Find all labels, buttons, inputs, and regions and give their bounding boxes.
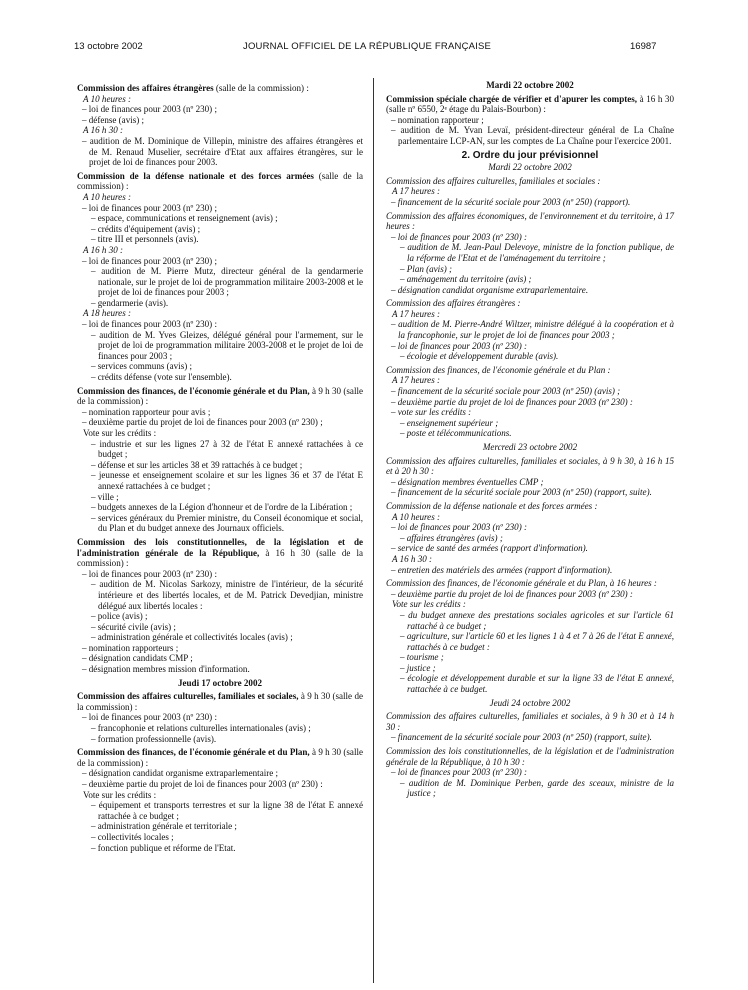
left-paragraph-rest: (salle de la commission) :: [213, 83, 309, 93]
left-paragraph: [77, 407, 363, 418]
right-paragraph: [386, 778, 674, 799]
right-paragraph-text: – audition de M. Dominique Perben, garde des sceaux, ministre de la justice ;: [400, 777, 674, 799]
left-paragraph-text: – formation professionnelle (avis).: [91, 733, 217, 744]
left-paragraph: [77, 768, 363, 779]
left-paragraph-rest: à 9 h 30 (salle de la commission) :: [77, 385, 363, 407]
right-paragraph: [386, 652, 674, 663]
left-paragraph: [77, 502, 363, 513]
right-paragraph-text: Commission des affaires culturelles, familiales et sociales :: [386, 175, 601, 186]
left-paragraph-text: Commission des affaires étrangères: [77, 83, 214, 93]
right-paragraph-text: – loi de finances pour 2003 (nº 230) :: [391, 522, 527, 533]
right-paragraph: [386, 397, 674, 408]
right-paragraph-text: Jeudi 24 octobre 2002: [489, 697, 571, 708]
right-column: [386, 80, 674, 799]
left-paragraph-text: – collectivités locales ;: [91, 831, 174, 842]
right-paragraph-text: – audition de M. Jean-Paul Delevoye, ministre de la fonction publique, de la réforme de l'Etat et de l'aménagement du territoire ;: [400, 242, 674, 263]
left-paragraph-text: – jeunesse et enseignement scolaire et sur les lignes 36 et 37 de l'état E annexé rattachées à ce budget ;: [91, 470, 363, 491]
right-paragraph: [386, 365, 674, 376]
right-paragraph: [386, 610, 674, 631]
left-paragraph: [77, 245, 363, 256]
left-paragraph-text: Jeudi 17 octobre 2002: [177, 677, 262, 688]
left-paragraph: [77, 372, 363, 383]
left-paragraph: [77, 664, 363, 675]
right-paragraph: [386, 442, 674, 453]
right-paragraph: [386, 698, 674, 709]
page-header: [0, 0, 748, 54]
right-paragraph: [386, 599, 674, 610]
right-paragraph-text: – agriculture, sur l'article 60 et les lignes 1 à 4 et 7 à 26 de l'état E annexé, rattachés à ce budget :: [400, 631, 674, 652]
left-paragraph-text: – crédits d'équipement (avis) ;: [91, 223, 201, 234]
left-paragraph-text: – francophonie et relations culturelles internationales (avis) ;: [91, 723, 311, 734]
left-paragraph: [77, 779, 363, 790]
left-paragraph: [77, 386, 363, 407]
left-paragraph: [77, 678, 363, 689]
right-paragraph-text: Mardi 22 octobre 2002: [486, 80, 574, 90]
right-paragraph: [386, 341, 674, 352]
right-paragraph-rest: à 16 h 30 (salle nº 6550, 2ᵉ étage du Palais-Bourbon) :: [386, 93, 674, 115]
right-paragraph-text: – service de santé des armées (rapport d'information).: [391, 543, 588, 554]
left-paragraph-text: – nomination rapporteur pour avis ;: [82, 406, 211, 417]
left-paragraph-text: – administration générale et territoriale ;: [91, 821, 237, 832]
left-paragraph: [77, 460, 363, 471]
left-paragraph: [77, 723, 363, 734]
right-paragraph: [386, 746, 674, 767]
left-paragraph-text: – fonction publique et réforme de l'Etat.: [91, 842, 236, 853]
left-paragraph: [77, 319, 363, 330]
right-paragraph: [386, 125, 674, 146]
left-paragraph: [77, 470, 363, 491]
left-paragraph-text: – loi de finances pour 2003 (nº 230) ;: [82, 255, 217, 266]
right-paragraph: [386, 428, 674, 439]
left-paragraph-text: – audition de M. Nicolas Sarkozy, ministre de l'intérieur, de la sécurité intérieure et des libertés locales, et de M. Patrick Devedjian, ministre délégué aux libertés locales :: [91, 579, 363, 611]
right-paragraph: [386, 673, 674, 694]
left-paragraph-text: – loi de finances pour 2003 (nº 230) :: [82, 712, 217, 723]
right-paragraph: [386, 242, 674, 263]
left-paragraph-text: – défense (avis) ;: [82, 114, 145, 125]
left-paragraph: [77, 213, 363, 224]
left-paragraph-text: – deuxième partie du projet de loi de finances pour 2003 (nº 230) :: [82, 779, 323, 789]
left-paragraph: [77, 691, 363, 712]
left-paragraph-text: – sécurité civile (avis) ;: [91, 621, 176, 632]
left-paragraph-text: – services communs (avis) ;: [91, 361, 192, 372]
right-paragraph: [386, 94, 674, 115]
left-paragraph-text: – loi de finances pour 2003 (nº 230) :: [82, 568, 217, 579]
right-paragraph-text: A 17 heures :: [392, 308, 440, 319]
left-paragraph: [77, 537, 363, 569]
left-paragraph-text: – gendarmerie (avis).: [91, 297, 169, 308]
left-paragraph-text: – loi de finances pour 2003 (nº 230) ;: [82, 202, 217, 213]
right-paragraph: [386, 232, 674, 243]
left-paragraph: [77, 224, 363, 235]
left-paragraph: [77, 115, 363, 126]
left-paragraph-rest: à 9 h 30 (salle de la commission) :: [77, 691, 363, 712]
right-paragraph: [386, 487, 674, 498]
left-paragraph: [77, 266, 363, 298]
right-paragraph: [386, 80, 674, 91]
right-paragraph-text: A 17 heures :: [392, 375, 440, 386]
right-paragraph: [386, 456, 674, 477]
right-paragraph: [386, 522, 674, 533]
left-paragraph: [77, 192, 363, 203]
right-paragraph-text: – enseignement supérieur ;: [400, 417, 499, 428]
left-paragraph: [77, 832, 363, 843]
left-paragraph-text: Commission de la défense nationale et des forces armées: [77, 170, 314, 181]
left-paragraph: [77, 569, 363, 580]
right-paragraph-text: – vote sur les crédits :: [391, 407, 472, 418]
right-paragraph: [386, 162, 674, 173]
left-paragraph-rest: à 9 h 30 (salle de la commission) :: [77, 747, 363, 768]
right-paragraph-text: – deuxième partie du projet de loi de finances pour 2003 (nº 230) :: [391, 396, 633, 407]
left-paragraph: [77, 611, 363, 622]
right-paragraph-text: Commission des affaires économiques, de l'environnement et du territoire, à 17 heures :: [386, 210, 674, 232]
left-paragraph: [77, 632, 363, 643]
left-paragraph: [77, 104, 363, 115]
right-paragraph: [386, 211, 674, 232]
right-paragraph-text: – deuxième partie du projet de loi de finances pour 2003 (nº 230) :: [391, 588, 633, 599]
right-paragraph: [386, 186, 674, 197]
left-paragraph-text: – deuxième partie du projet de loi de finances pour 2003 (nº 230) ;: [82, 417, 323, 428]
left-paragraph: [77, 94, 363, 105]
header-title: JOURNAL OFFICIEL DE LA RÉPUBLIQUE FRANÇAISE: [243, 41, 492, 52]
right-paragraph: [386, 407, 674, 418]
left-paragraph-text: – industrie et sur les lignes 27 à 32 de l'état E annexé rattachées à ce budget ;: [91, 438, 363, 460]
right-paragraph: [386, 298, 674, 309]
right-paragraph-text: – poste et télécommunications.: [400, 428, 512, 439]
right-paragraph-text: – affaires étrangères (avis) ;: [400, 532, 503, 543]
right-paragraph-text: – désignation candidat organisme extraparlementaire.: [391, 284, 589, 295]
right-paragraph: [386, 631, 674, 652]
right-paragraph-text: – écologie et développement durable et sur la ligne 33 de l'état E annexé, rattachée à ce budget.: [400, 673, 674, 695]
left-paragraph-text: A 18 heures :: [83, 308, 131, 319]
left-paragraph: [77, 579, 363, 611]
left-paragraph-text: Commission des finances, de l'économie générale et du Plan,: [77, 385, 310, 396]
left-paragraph-text: – titre III et personnels (avis).: [91, 234, 199, 245]
right-paragraph: [386, 565, 674, 576]
left-paragraph: [77, 83, 363, 94]
right-paragraph: [386, 285, 674, 296]
right-paragraph: [386, 274, 674, 285]
left-paragraph-text: A 10 heures :: [83, 191, 131, 202]
left-paragraph-text: Vote sur les crédits :: [83, 789, 157, 800]
right-paragraph-text: 2. Ordre du jour prévisionnel: [461, 149, 599, 161]
right-paragraph-text: – aménagement du territoire (avis) ;: [400, 274, 532, 285]
right-paragraph: [386, 351, 674, 362]
right-paragraph: [386, 386, 674, 397]
left-paragraph: [77, 298, 363, 309]
left-paragraph: [77, 821, 363, 832]
left-paragraph: [77, 747, 363, 768]
left-paragraph-text: – ville ;: [91, 491, 119, 502]
left-paragraph-text: – loi de finances pour 2003 (nº 230) ;: [82, 104, 217, 115]
right-paragraph: [386, 533, 674, 544]
right-paragraph: [386, 554, 674, 565]
left-paragraph-text: – audition de M. Dominique de Villepin, ministre des affaires étrangères et de M. Renaud Muselier, secrétaire d'Etat aux affaires étrangères, sur le projet de loi de finances pour 2003.: [82, 135, 363, 168]
left-paragraph-text: A 16 h 30 :: [83, 244, 124, 255]
right-paragraph: [386, 115, 674, 126]
left-paragraph: [77, 712, 363, 723]
right-paragraph-text: – justice ;: [400, 662, 436, 673]
left-paragraph: [77, 361, 363, 372]
right-paragraph-text: – entretien des matériels des armées (rapport d'information).: [391, 564, 613, 575]
column-divider: [373, 78, 374, 983]
right-paragraph-text: – désignation membres éventuelles CMP ;: [391, 476, 544, 487]
right-paragraph-text: – financement de la sécurité sociale pour 2003 (nº 250) (avis) ;: [391, 386, 621, 397]
left-paragraph-text: – nomination rapporteurs ;: [82, 642, 179, 653]
right-paragraph-text: – financement de la sécurité sociale pour 2003 (nº 250) (rapport).: [391, 196, 631, 207]
left-paragraph-text: – défense et sur les articles 38 et 39 rattachés à ce budget ;: [91, 459, 303, 470]
right-paragraph: [386, 264, 674, 275]
right-paragraph: [386, 501, 674, 512]
left-paragraph: [77, 492, 363, 503]
right-paragraph-text: – loi de finances pour 2003 (nº 230) :: [391, 340, 527, 351]
left-paragraph-text: – audition de M. Yves Gleizes, délégué général pour l'armement, sur le projet de loi de programmation militaire 2003-2008 et le projet de loi de finances pour 2003 ;: [91, 329, 363, 361]
right-paragraph-text: A 16 h 30 :: [392, 553, 433, 564]
left-paragraph: [77, 125, 363, 136]
left-paragraph-text: – désignation candidat organisme extraparlementaire ;: [82, 768, 279, 779]
left-paragraph-text: – désignation membres mission d'information.: [82, 664, 250, 675]
right-paragraph-text: A 10 heures :: [392, 511, 440, 522]
right-paragraph-text: Commission des affaires étrangères :: [386, 298, 521, 309]
right-paragraph-text: – financement de la sécurité sociale pour 2003 (nº 250) (rapport, suite).: [391, 732, 652, 743]
right-paragraph: [386, 732, 674, 743]
right-paragraph-text: – audition de M. Yvan Levaï, président-directeur général de La Chaîne parlementaire LCP-AN, sur les comptes de La Chaîne pour l'exercice 2001.: [391, 125, 674, 146]
right-paragraph: [386, 578, 674, 589]
right-paragraph-text: – du budget annexe des prestations sociales agricoles et sur l'article 61 rattaché à ce budget ;: [400, 609, 674, 631]
left-paragraph: [77, 734, 363, 745]
right-paragraph-text: Commission des finances, de l'économie générale et du Plan, à 16 heures :: [386, 578, 657, 589]
right-paragraph: [386, 589, 674, 600]
right-paragraph-text: Commission spéciale chargée de vérifier et d'apurer les comptes,: [386, 93, 638, 104]
left-paragraph: [77, 136, 363, 168]
left-paragraph: [77, 439, 363, 460]
right-paragraph: [386, 151, 674, 162]
right-paragraph: [386, 711, 674, 732]
right-paragraph: [386, 375, 674, 386]
left-paragraph-text: Commission des lois constitutionnelles, de la législation et de l'administration générale de la République,: [77, 536, 363, 558]
left-paragraph: [77, 308, 363, 319]
right-paragraph-text: – loi de finances pour 2003 (nº 230) :: [391, 231, 527, 242]
left-paragraph: [77, 800, 363, 821]
right-paragraph-text: Commission des lois constitutionnelles, de la législation et de l'administration générale de la République, à 10 h 30 :: [386, 746, 674, 767]
right-paragraph-text: Commission des finances, de l'économie générale et du Plan :: [386, 364, 611, 375]
right-paragraph-text: Mardi 22 octobre 2002: [488, 162, 572, 173]
left-column: [77, 80, 363, 853]
left-paragraph: [77, 417, 363, 428]
left-paragraph-text: – administration générale et collectivités locales (avis) ;: [91, 632, 293, 643]
right-paragraph-text: – Plan (avis) ;: [400, 263, 453, 274]
left-paragraph-text: – crédits défense (vote sur l'ensemble).: [91, 372, 232, 383]
left-paragraph-text: A 16 h 30 :: [83, 125, 124, 136]
left-paragraph-text: Commission des affaires culturelles, familiales et sociales,: [77, 691, 299, 702]
right-paragraph-text: – loi de finances pour 2003 (nº 230) :: [391, 767, 527, 778]
right-paragraph: [386, 418, 674, 429]
right-paragraph-text: A 17 heures :: [392, 186, 440, 197]
right-paragraph-text: Commission de la défense nationale et des forces armées :: [386, 500, 598, 511]
left-paragraph: [77, 790, 363, 801]
right-paragraph: [386, 197, 674, 208]
left-paragraph-rest: à 16 h 30 (salle de la commission) :: [77, 547, 364, 569]
right-paragraph: [386, 319, 674, 340]
left-paragraph-text: – espace, communications et renseignement (avis) ;: [91, 213, 278, 224]
right-paragraph-text: – tourisme ;: [400, 652, 444, 663]
left-paragraph: [77, 203, 363, 214]
right-paragraph-text: Commission des affaires culturelles, familiales et sociales, à 9 h 30, à 16 h 15 et à 20 h 30 :: [386, 455, 674, 477]
left-paragraph: [77, 428, 363, 439]
header-date: 13 octobre 2002: [74, 41, 143, 52]
left-paragraph: [77, 653, 363, 664]
right-paragraph-text: – nomination rapporteur ;: [391, 114, 484, 125]
left-paragraph-text: – loi de finances pour 2003 (nº 230) :: [82, 319, 217, 330]
left-paragraph: [77, 643, 363, 654]
left-paragraph: [77, 234, 363, 245]
left-paragraph-text: – audition de M. Pierre Mutz, directeur général de la gendarmerie nationale, sur le projet de loi de programmation militaire 2003-2008 et le projet de loi de finances pour 2003 ;: [91, 266, 363, 298]
left-paragraph-text: Commission des finances, de l'économie générale et du Plan,: [77, 747, 310, 758]
right-paragraph-text: – écologie et développement durable (avis).: [400, 351, 559, 362]
left-paragraph: [77, 513, 363, 534]
right-paragraph-text: Commission des affaires culturelles, familiales et sociales, à 9 h 30 et à 14 h 30 :: [386, 711, 674, 732]
right-paragraph-text: Mercredi 23 octobre 2002: [482, 442, 578, 452]
right-paragraph-text: – audition de M. Pierre-André Wiltzer, ministre délégué à la coopération et à la francophonie, sur le projet de loi de finances pour 2003 ;: [391, 319, 674, 341]
right-paragraph: [386, 309, 674, 320]
left-paragraph-rest: (salle de la commission) :: [77, 170, 363, 192]
right-paragraph: [386, 543, 674, 554]
left-paragraph-text: – police (avis) ;: [91, 611, 148, 622]
left-paragraph-text: Vote sur les crédits :: [83, 428, 157, 438]
left-paragraph-text: – budgets annexes de la Légion d'honneur et de l'ordre de la Libération ;: [91, 502, 353, 513]
right-paragraph: [386, 176, 674, 187]
left-paragraph: [77, 171, 363, 192]
right-paragraph: [386, 477, 674, 488]
left-paragraph: [77, 843, 363, 854]
left-paragraph-text: – désignation candidats CMP ;: [82, 653, 193, 664]
left-paragraph: [77, 256, 363, 267]
right-paragraph: [386, 663, 674, 674]
left-paragraph-text: – équipement et transports terrestres et sur la ligne 38 de l'état E annexé rattachée à ce budget ;: [91, 800, 363, 821]
left-paragraph: [77, 622, 363, 633]
left-paragraph-text: A 10 heures :: [83, 93, 131, 104]
left-paragraph-text: – services généraux du Premier ministre, du Conseil économique et social, du Plan et du budget annexe des Journaux officiels.: [91, 512, 363, 534]
right-paragraph: [386, 512, 674, 523]
right-paragraph-text: – financement de la sécurité sociale pour 2003 (nº 250) (rapport, suite).: [391, 487, 652, 498]
header-page-number: 16987: [630, 41, 657, 52]
left-paragraph: [77, 330, 363, 362]
right-paragraph: [386, 767, 674, 778]
right-paragraph-text: Vote sur les crédits :: [392, 599, 466, 610]
